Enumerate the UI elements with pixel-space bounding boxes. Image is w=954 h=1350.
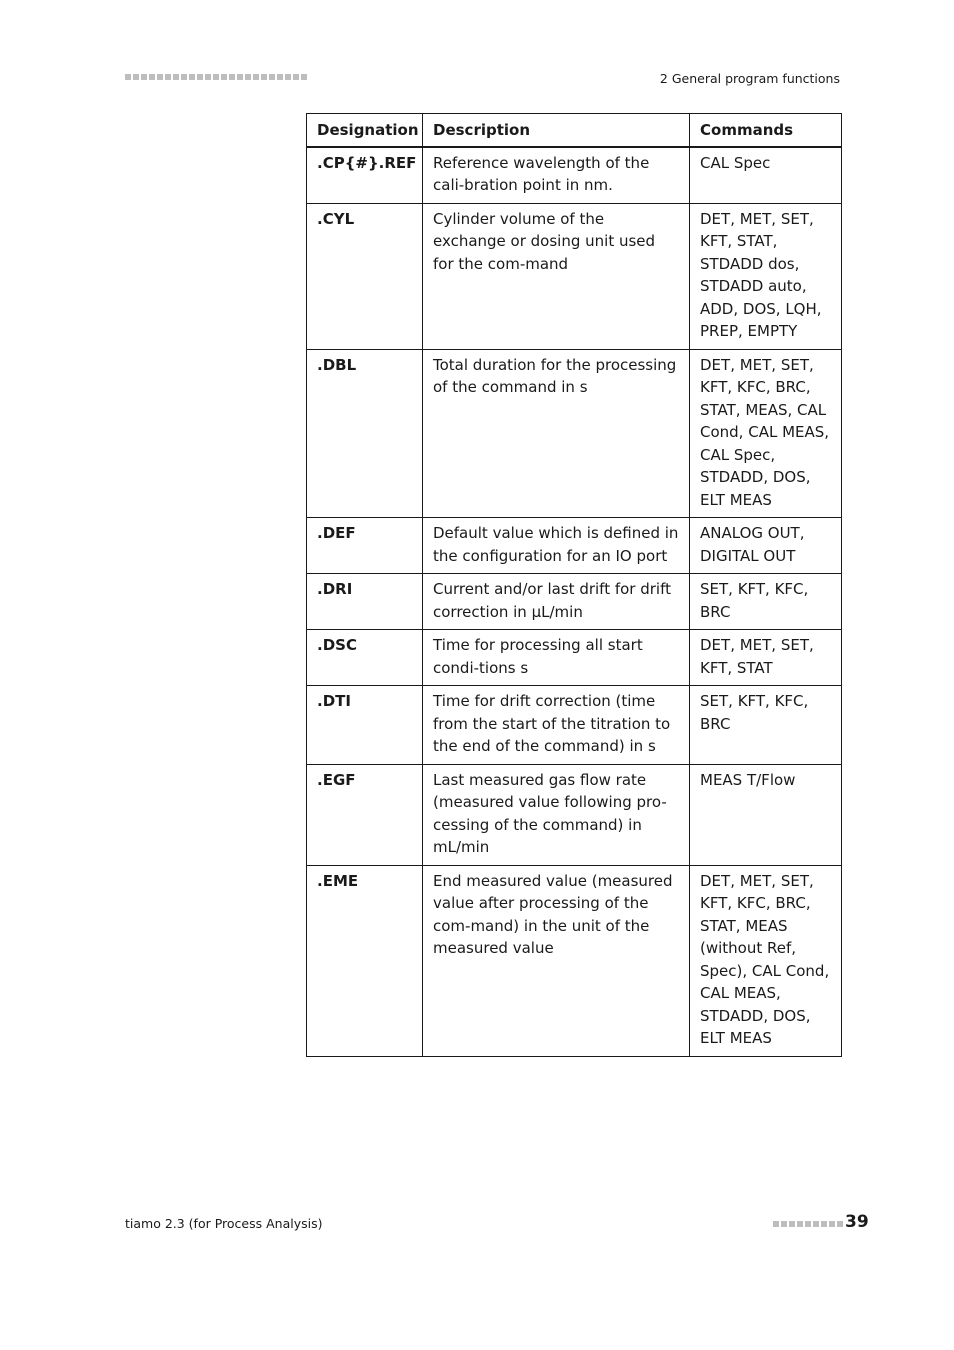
table-row — [307, 865, 842, 1056]
table-row — [307, 630, 842, 686]
table-row — [307, 203, 842, 349]
table-row — [307, 686, 842, 765]
header-decoration — [125, 74, 307, 80]
commands-cell: DET, MET, SET, KFT, KFC, BRC, STAT, MEAS (without Ref, Spec), CAL Cond, CAL MEAS, STDADD, DOS, ELT MEAS — [690, 865, 842, 1056]
designation-cell: .EME — [307, 865, 423, 1056]
designation-cell: .CYL — [307, 203, 423, 349]
footer-decoration — [773, 1221, 843, 1227]
designation-cell: .DRI — [307, 574, 423, 630]
commands-cell: CAL Spec — [690, 147, 842, 204]
commands-cell: SET, KFT, KFC, BRC — [690, 686, 842, 765]
designation-cell: .EGF — [307, 764, 423, 865]
designation-cell: .DBL — [307, 349, 423, 518]
column-header-description: Description — [423, 114, 690, 147]
description-cell: Total duration for the processing of the command in s — [423, 349, 690, 518]
commands-cell: DET, MET, SET, KFT, KFC, BRC, STAT, MEAS, CAL Cond, CAL MEAS, CAL Spec, STDADD, DOS, ELT MEAS — [690, 349, 842, 518]
description-cell: Time for processing all start condi-tions s — [423, 630, 690, 686]
description-cell: Time for drift correction (time from the start of the titration to the end of the command) in s — [423, 686, 690, 765]
designation-cell: .CP{#}.REF — [307, 147, 423, 204]
page-number: 39 — [845, 1212, 869, 1232]
designation-cell: .DTI — [307, 686, 423, 765]
variables-table — [306, 113, 842, 1057]
commands-cell: MEAS T/Flow — [690, 764, 842, 865]
designation-cell: .DSC — [307, 630, 423, 686]
table-row — [307, 349, 842, 518]
table-header-row — [307, 114, 842, 147]
description-cell: End measured value (measured value after processing of the com-mand) in the unit of the measured value — [423, 865, 690, 1056]
table-row — [307, 518, 842, 574]
commands-cell: ANALOG OUT, DIGITAL OUT — [690, 518, 842, 574]
designation-cell: .DEF — [307, 518, 423, 574]
commands-cell: DET, MET, SET, KFT, STAT, STDADD dos, STDADD auto, ADD, DOS, LQH, PREP, EMPTY — [690, 203, 842, 349]
footer-product-name: tiamo 2.3 (for Process Analysis) — [125, 1216, 323, 1231]
description-cell: Current and/or last drift for drift correction in µL/min — [423, 574, 690, 630]
table-row — [307, 147, 842, 204]
description-cell: Last measured gas flow rate (measured value following pro-cessing of the command) in mL/min — [423, 764, 690, 865]
running-head: 2 General program functions — [659, 71, 840, 86]
column-header-designation: Designation — [307, 114, 423, 147]
description-cell: Cylinder volume of the exchange or dosing unit used for the com-mand — [423, 203, 690, 349]
column-header-commands: Commands — [690, 114, 842, 147]
table-row — [307, 574, 842, 630]
commands-cell: DET, MET, SET, KFT, STAT — [690, 630, 842, 686]
commands-cell: SET, KFT, KFC, BRC — [690, 574, 842, 630]
description-cell: Reference wavelength of the cali-bration point in nm. — [423, 147, 690, 204]
description-cell: Default value which is defined in the configuration for an IO port — [423, 518, 690, 574]
table-row — [307, 764, 842, 865]
